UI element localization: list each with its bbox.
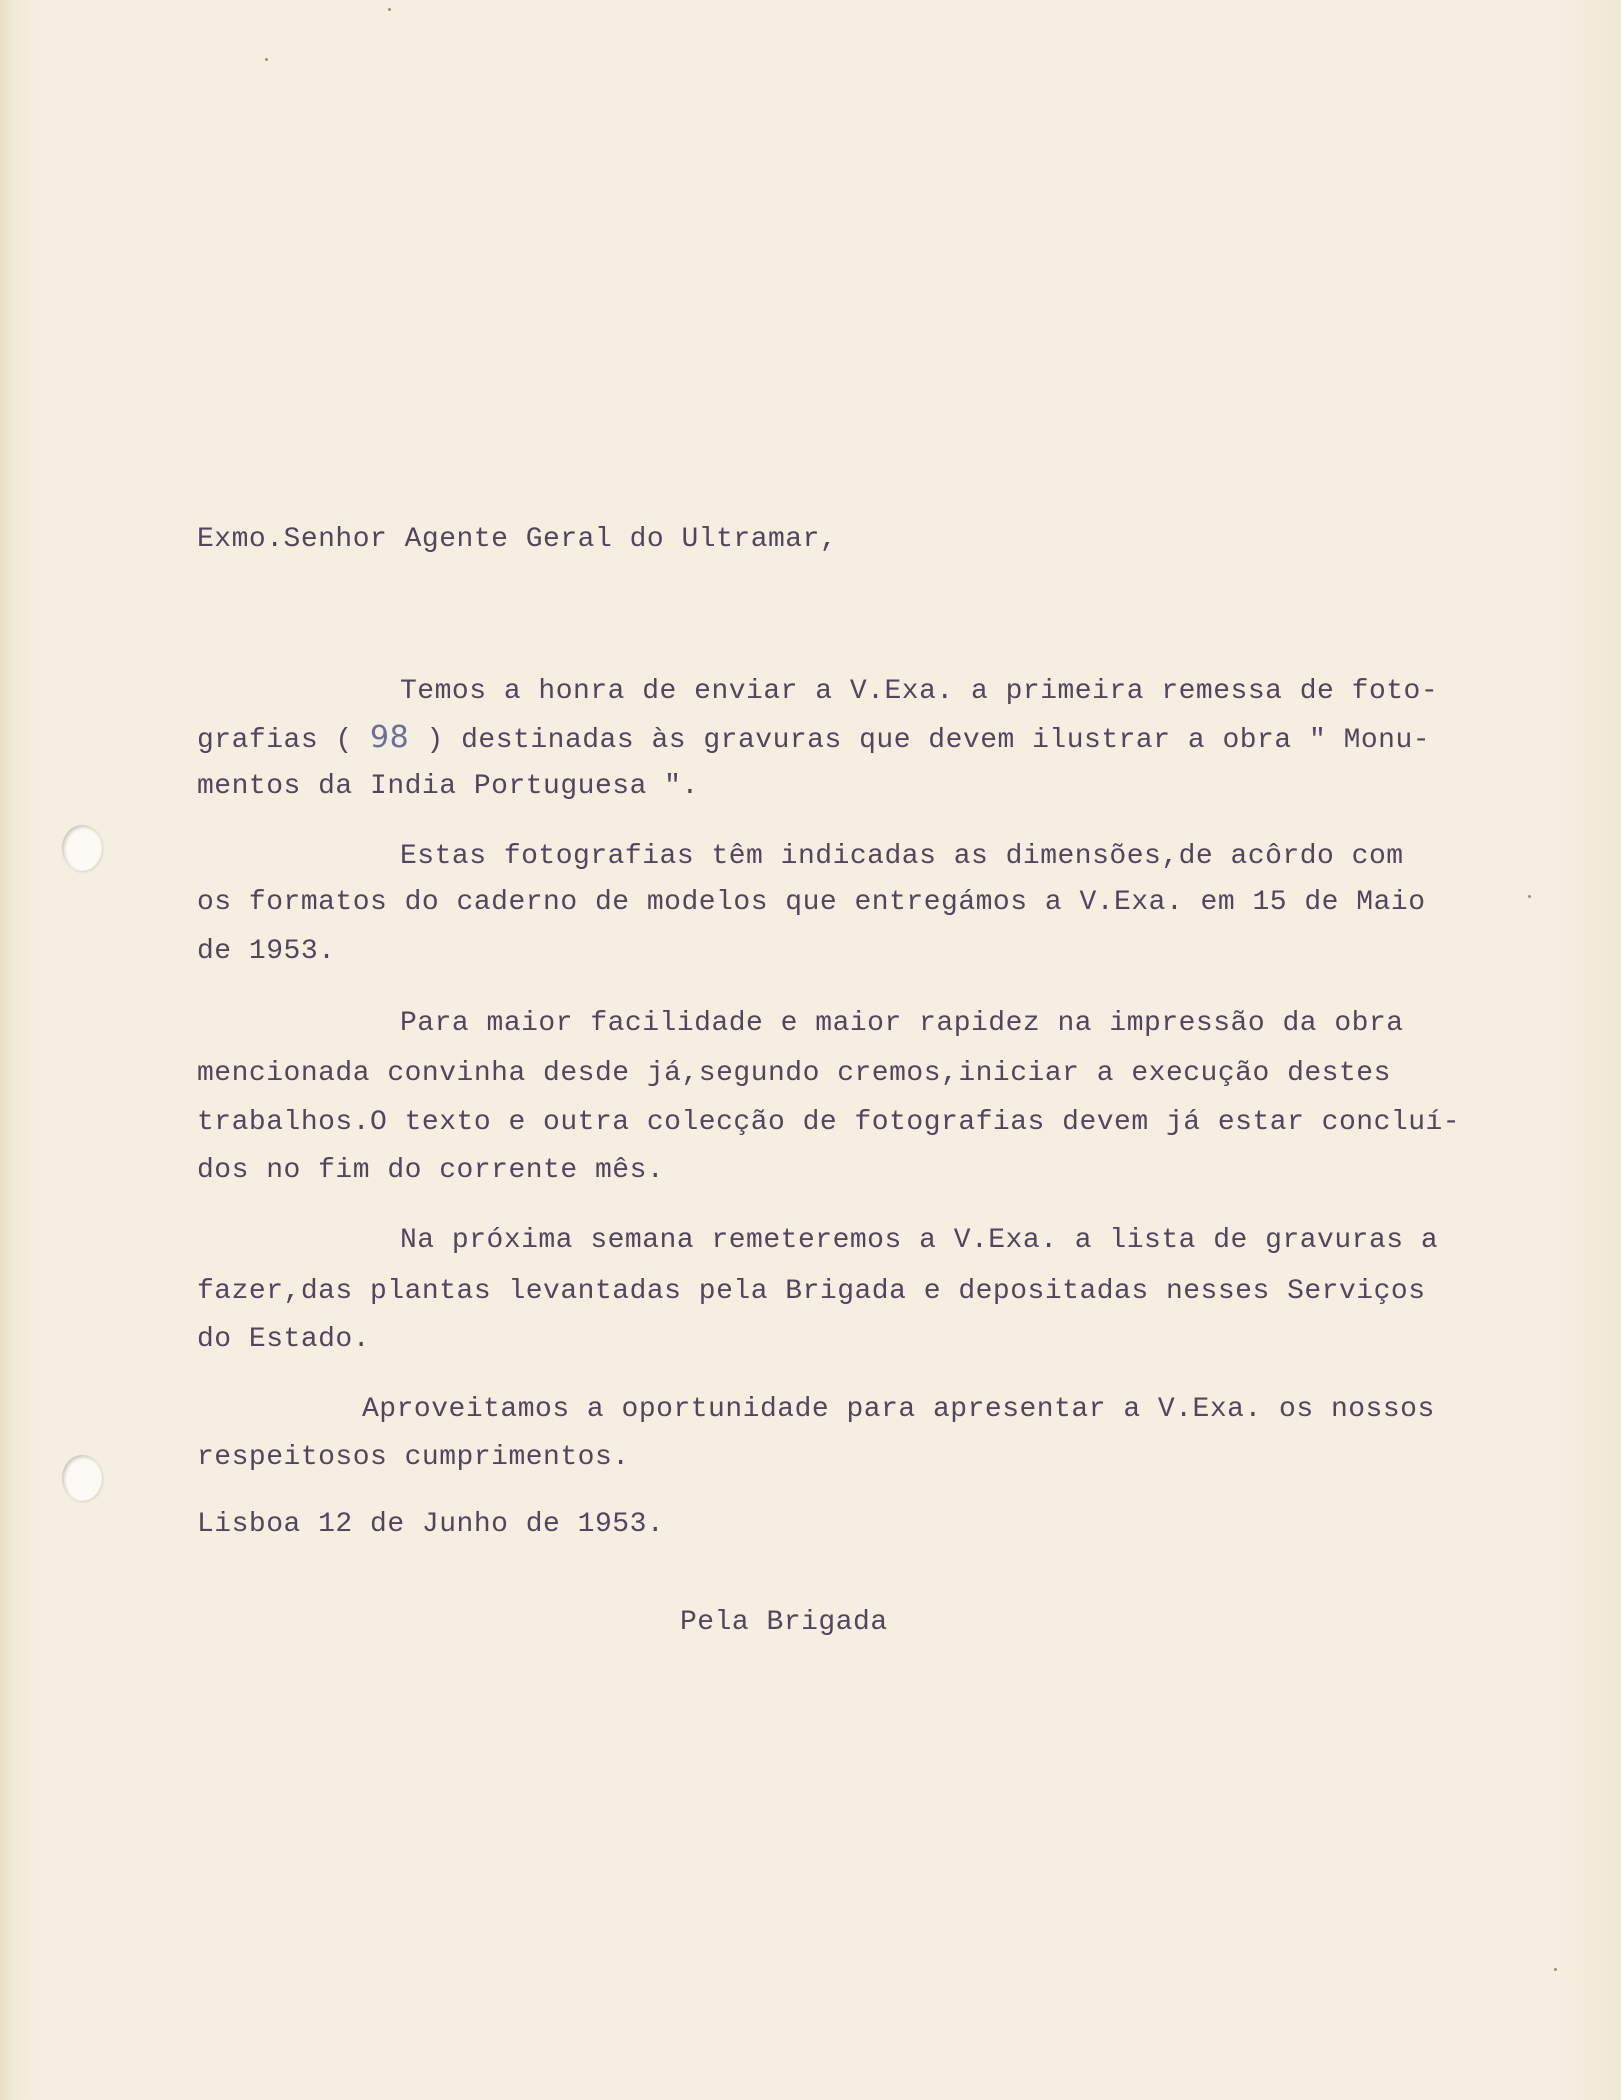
paper-speck <box>1528 895 1531 898</box>
paragraph-3-line: trabalhos.O texto e outra colecção de fotografias devem já estar concluí- <box>197 1107 1461 1138</box>
paragraph-3-line: dos no fim do corrente mês. <box>197 1155 665 1186</box>
paragraph-4-line: fazer,das plantas levantadas pela Brigada e depositadas nesses Serviços <box>197 1276 1426 1307</box>
salutation: Exmo.Senhor Agente Geral do Ultramar, <box>197 524 838 555</box>
paper-speck <box>388 8 391 11</box>
text-segment: grafias ( <box>197 725 371 756</box>
paragraph-4-line: do Estado. <box>197 1324 371 1355</box>
text-segment: ) destinadas às gravuras que devem ilustrar a obra " Monu- <box>409 725 1431 756</box>
paragraph-2-line: Estas fotografias têm indicadas as dimensões,de acôrdo com <box>400 841 1404 872</box>
paragraph-3-line: mencionada convinha desde já,segundo cremos,iniciar a execução destes <box>197 1058 1391 1089</box>
date-line: Lisboa 12 de Junho de 1953. <box>197 1509 665 1540</box>
paragraph-1-line: mentos da India Portuguesa ". <box>197 771 699 802</box>
punch-hole <box>62 1455 102 1501</box>
paragraph-4-line: Na próxima semana remeteremos a V.Exa. a lista de gravuras a <box>400 1225 1439 1256</box>
signature: Pela Brigada <box>680 1607 888 1638</box>
paper-speck <box>265 58 268 61</box>
paragraph-1-line <box>197 721 1430 758</box>
paragraph-3-line: Para maior facilidade e maior rapidez na impressão da obra <box>400 1008 1404 1039</box>
paragraph-5-line: Aproveitamos a oportunidade para apresentar a V.Exa. os nossos <box>362 1394 1435 1425</box>
punch-hole <box>62 825 102 871</box>
paragraph-2-line: de 1953. <box>197 936 336 967</box>
paper-speck <box>1554 1968 1557 1971</box>
paragraph-5-line: respeitosos cumprimentos. <box>197 1442 630 1473</box>
paragraph-1-line: Temos a honra de enviar a V.Exa. a primeira remessa de foto- <box>400 676 1439 707</box>
handwritten-number: 98 <box>370 720 410 755</box>
paragraph-2-line: os formatos do caderno de modelos que entregámos a V.Exa. em 15 de Maio <box>197 887 1426 918</box>
